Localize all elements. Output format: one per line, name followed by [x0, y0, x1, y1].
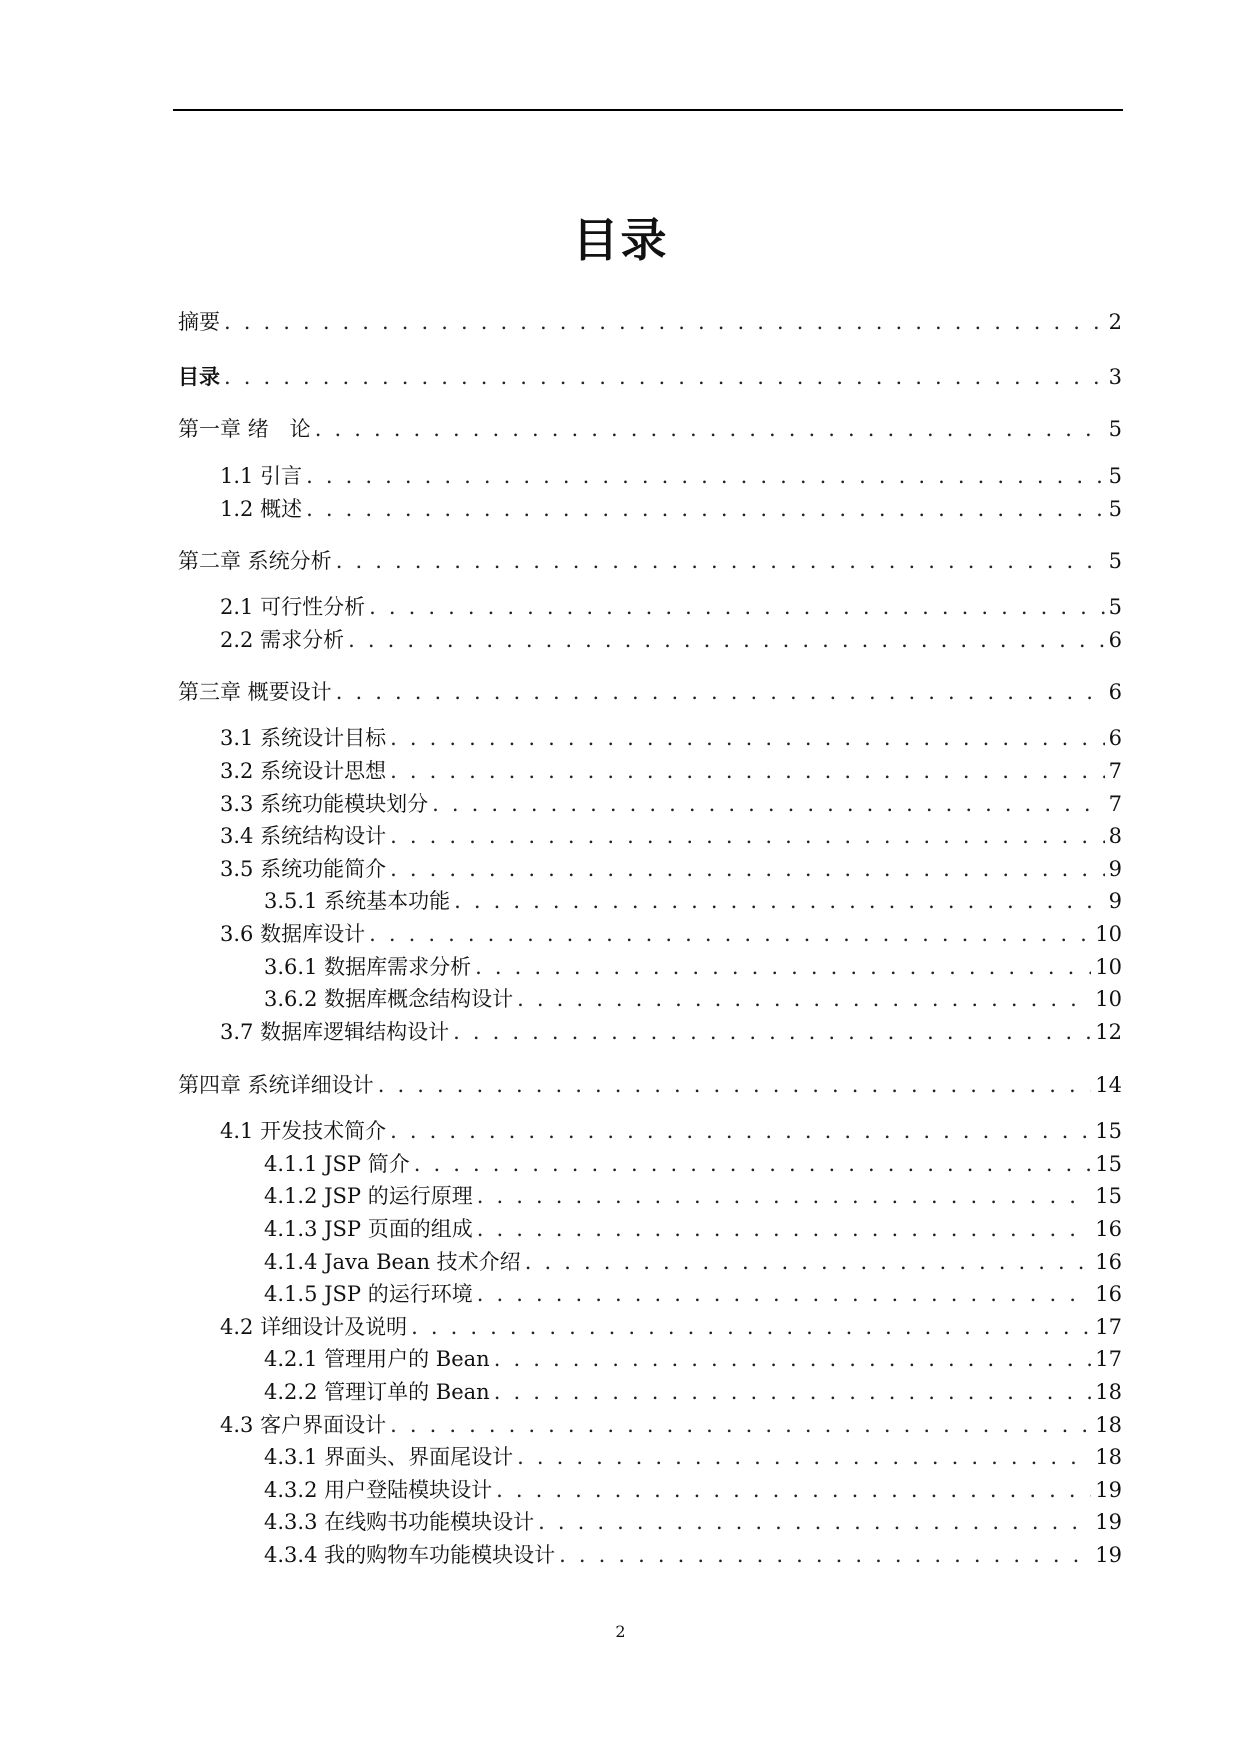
toc-entry[interactable] [178, 1213, 1122, 1245]
toc-entry-page: 19 [1095, 1478, 1122, 1502]
toc-leader-dots [475, 951, 1091, 983]
toc-leader-dots [224, 306, 1105, 338]
toc-entry-label: 3.1 系统设计目标 [220, 726, 387, 750]
toc-entry-page: 16 [1095, 1250, 1122, 1274]
toc-leader-dots [224, 361, 1105, 393]
toc-leader-dots [336, 676, 1105, 708]
toc-leader-dots [369, 591, 1105, 623]
toc-entry-page: 8 [1108, 824, 1122, 848]
toc-entry-label: 第一章 绪 论 [178, 417, 311, 441]
toc-leader-dots [306, 460, 1105, 492]
toc-entry-page: 10 [1095, 987, 1122, 1011]
toc-entry[interactable] [178, 361, 1122, 393]
toc-leader-dots [390, 755, 1105, 787]
toc-leader-dots [454, 885, 1105, 917]
toc-entry-label: 4.3.3 在线购书功能模块设计 [264, 1510, 535, 1534]
toc-entry[interactable] [178, 1409, 1122, 1441]
toc-entry[interactable] [178, 1148, 1122, 1180]
toc-leader-dots [390, 1115, 1091, 1147]
toc-entry-page: 16 [1095, 1217, 1122, 1241]
toc-entry-label: 第三章 概要设计 [178, 680, 332, 704]
toc-entry-label: 4.3.1 界面头、界面尾设计 [264, 1445, 514, 1469]
toc-leader-dots [494, 1343, 1092, 1375]
toc-entry[interactable] [178, 493, 1122, 525]
toc-entry[interactable] [178, 1441, 1122, 1473]
toc-entry[interactable] [178, 1311, 1122, 1343]
toc-entry[interactable] [178, 1115, 1122, 1147]
toc-entry-label: 4.1.1 JSP 简介 [264, 1152, 410, 1176]
toc-entry-page: 6 [1108, 680, 1122, 704]
toc-entry-page: 3 [1108, 365, 1122, 389]
toc-leader-dots [559, 1539, 1091, 1571]
header-rule [173, 109, 1123, 111]
toc-entry[interactable] [178, 1474, 1122, 1506]
toc-entry[interactable] [178, 1246, 1122, 1278]
toc-entry-label: 4.2 详细设计及说明 [220, 1315, 408, 1339]
toc-entry-page: 5 [1108, 595, 1122, 619]
toc-leader-dots [477, 1180, 1092, 1212]
toc-entry-label: 2.1 可行性分析 [220, 595, 366, 619]
toc-entry-label: 4.2.2 管理订单的 Bean [264, 1380, 490, 1404]
toc-leader-dots [517, 983, 1091, 1015]
toc-entry-page: 18 [1095, 1413, 1122, 1437]
toc-entry[interactable] [178, 885, 1122, 917]
toc-entry-label: 3.6.1 数据库需求分析 [264, 955, 472, 979]
toc-entry[interactable] [178, 1539, 1122, 1571]
toc-entry-page: 12 [1095, 1020, 1122, 1044]
toc-entry-page: 19 [1095, 1543, 1122, 1567]
toc-entry[interactable] [178, 413, 1122, 445]
toc-entry[interactable] [178, 951, 1122, 983]
toc-leader-dots [336, 545, 1105, 577]
toc-entry-page: 14 [1095, 1073, 1122, 1097]
toc-leader-dots [432, 788, 1105, 820]
toc-entry-page: 9 [1108, 889, 1122, 913]
toc-leader-dots [306, 493, 1105, 525]
toc-entry-label: 4.1 开发技术简介 [220, 1119, 387, 1143]
toc-entry-label: 3.5 系统功能简介 [220, 857, 387, 881]
toc-entry-label: 3.4 系统结构设计 [220, 824, 387, 848]
toc-leader-dots [348, 624, 1105, 656]
toc-entry-page: 6 [1108, 726, 1122, 750]
page-title: 目录 [572, 213, 669, 267]
toc-leader-dots [390, 853, 1105, 885]
toc-entry-page: 18 [1095, 1445, 1122, 1469]
toc-entry-label: 3.7 数据库逻辑结构设计 [220, 1020, 450, 1044]
toc-leader-dots [411, 1311, 1091, 1343]
toc-leader-dots [390, 1409, 1091, 1441]
toc-entry[interactable] [178, 676, 1122, 708]
toc-entry-page: 6 [1108, 628, 1122, 652]
toc-leader-dots [477, 1278, 1092, 1310]
toc-entry[interactable] [178, 722, 1122, 754]
toc-leader-dots [538, 1506, 1091, 1538]
toc-entry-label: 第二章 系统分析 [178, 549, 332, 573]
toc-entry-label: 3.6 数据库设计 [220, 922, 366, 946]
toc-entry[interactable] [178, 1506, 1122, 1538]
toc-entry[interactable] [178, 624, 1122, 656]
toc-entry-page: 17 [1095, 1315, 1122, 1339]
toc-entry-page: 15 [1095, 1184, 1122, 1208]
toc-entry[interactable] [178, 918, 1122, 950]
toc-entry-label: 4.3.4 我的购物车功能模块设计 [264, 1543, 556, 1567]
toc-leader-dots [494, 1376, 1092, 1408]
toc-entry-label: 4.3 客户界面设计 [220, 1413, 387, 1437]
toc-entry[interactable] [178, 755, 1122, 787]
toc-entry-page: 5 [1108, 464, 1122, 488]
toc-entry-page: 5 [1108, 549, 1122, 573]
toc-leader-dots [369, 918, 1091, 950]
toc-leader-dots [453, 1016, 1091, 1048]
toc-entry-page: 16 [1095, 1282, 1122, 1306]
toc-leader-dots [390, 820, 1105, 852]
toc-leader-dots [496, 1474, 1091, 1506]
toc-entry[interactable] [178, 853, 1122, 885]
toc-leader-dots [525, 1246, 1092, 1278]
toc-entry-page: 15 [1095, 1152, 1122, 1176]
toc-entry-page: 5 [1108, 417, 1122, 441]
toc-leader-dots [378, 1069, 1092, 1101]
toc-leader-dots [315, 413, 1105, 445]
toc-entry[interactable] [178, 591, 1122, 623]
toc-entry-label: 1.2 概述 [220, 497, 303, 521]
toc-entry-page: 17 [1095, 1347, 1122, 1371]
toc-entry[interactable] [178, 1278, 1122, 1310]
toc-entry-page: 7 [1108, 759, 1122, 783]
toc-entry[interactable] [178, 306, 1122, 338]
toc-entry-page: 19 [1095, 1510, 1122, 1534]
toc-entry-label: 4.1.2 JSP 的运行原理 [264, 1184, 473, 1208]
toc-entry-page: 10 [1095, 922, 1122, 946]
toc-entry[interactable] [178, 545, 1122, 577]
toc-leader-dots [517, 1441, 1091, 1473]
toc-entry[interactable] [178, 788, 1122, 820]
toc-entry[interactable] [178, 1180, 1122, 1212]
toc-entry[interactable] [178, 1376, 1122, 1408]
toc-leader-dots [390, 722, 1105, 754]
toc-entry-label: 1.1 引言 [220, 464, 303, 488]
toc-entry-page: 5 [1108, 497, 1122, 521]
toc-entry-page: 15 [1095, 1119, 1122, 1143]
toc-entry-label: 3.3 系统功能模块划分 [220, 792, 429, 816]
toc-entry-page: 18 [1095, 1380, 1122, 1404]
toc-entry-label: 4.1.3 JSP 页面的组成 [264, 1217, 473, 1241]
page-number: 2 [615, 1622, 626, 1641]
toc-entry-label: 3.6.2 数据库概念结构设计 [264, 987, 514, 1011]
toc-entry-page: 10 [1095, 955, 1122, 979]
toc-entry-page: 9 [1108, 857, 1122, 881]
toc-leader-dots [477, 1213, 1092, 1245]
toc-entry-label: 3.5.1 系统基本功能 [264, 889, 451, 913]
toc-entry-label: 4.3.2 用户登陆模块设计 [264, 1478, 493, 1502]
toc-entry-label: 第四章 系统详细设计 [178, 1073, 374, 1097]
toc-entry-label: 4.1.4 Java Bean 技术介绍 [264, 1250, 521, 1274]
toc-entry[interactable] [178, 1343, 1122, 1375]
toc-entry-page: 7 [1108, 792, 1122, 816]
toc-entry-label: 4.2.1 管理用户的 Bean [264, 1347, 490, 1371]
toc-entry-label: 4.1.5 JSP 的运行环境 [264, 1282, 473, 1306]
toc-entry[interactable] [178, 983, 1122, 1015]
toc-leader-dots [414, 1148, 1092, 1180]
toc-entry[interactable] [178, 1069, 1122, 1101]
toc-entry-label: 2.2 需求分析 [220, 628, 345, 652]
toc-entry-label: 目录 [178, 365, 220, 389]
toc-entry[interactable] [178, 820, 1122, 852]
toc-entry[interactable] [178, 1016, 1122, 1048]
toc-entry-page: 2 [1108, 310, 1122, 334]
toc-entry-label: 摘要 [178, 310, 220, 334]
toc-entry-label: 3.2 系统设计思想 [220, 759, 387, 783]
toc-entry[interactable] [178, 460, 1122, 492]
